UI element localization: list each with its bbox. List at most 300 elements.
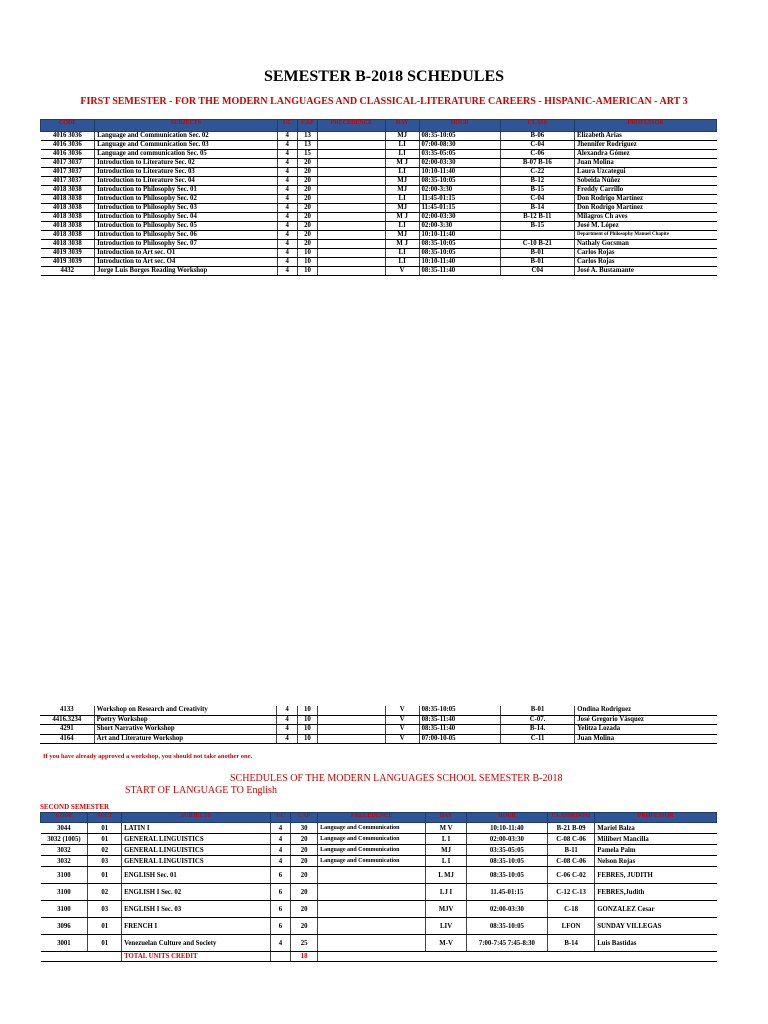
- column-header: HOUR: [466, 813, 547, 823]
- column-header: DAY: [426, 813, 467, 823]
- table-cell: 02: [88, 884, 122, 901]
- table-cell: 4019 3039: [41, 249, 95, 258]
- column-header: CODE: [41, 813, 88, 823]
- table-cell: 08:35-11:40: [419, 715, 500, 725]
- table-cell: Introduction to Philosophy Sec. 01: [95, 186, 278, 195]
- table-cell: Nelson Rojas: [595, 856, 717, 867]
- table-cell: [318, 195, 386, 204]
- table-cell: [318, 706, 386, 715]
- language-start-heading: START OF LANGUAGE TO English: [125, 785, 277, 796]
- table-row: [40, 734, 717, 744]
- table-cell: 02:00-03:30: [466, 834, 547, 845]
- column-header: SECT: [88, 813, 122, 823]
- table-cell: 6: [270, 918, 290, 935]
- table-cell: 07:00-10-05: [419, 734, 500, 744]
- table-cell: 08:35-10:05: [419, 132, 500, 141]
- table-cell: M J: [385, 240, 419, 249]
- table-cell: FRENCH I: [122, 918, 271, 935]
- table-cell: 3032: [41, 845, 88, 856]
- table-cell: Introduction to Philosophy Sec. 07: [95, 240, 278, 249]
- table-row: [41, 935, 717, 952]
- table-cell: B-12: [500, 177, 574, 186]
- table-cell: [318, 141, 386, 150]
- table-cell: V: [385, 734, 419, 744]
- table-cell: MJ: [385, 186, 419, 195]
- table-cell: 08:35-10:05: [419, 249, 500, 258]
- table-cell: 10: [297, 715, 317, 725]
- table-cell: 10:10-11:40: [419, 231, 500, 240]
- table-cell: José Gregorio Vásquez: [575, 715, 717, 725]
- table-cell: 4019 3039: [41, 258, 95, 267]
- table-cell: 08:35-10:05: [466, 918, 547, 935]
- column-header: CLASS: [500, 120, 574, 132]
- table-cell: 4291: [40, 725, 94, 735]
- column-header: DAY: [385, 120, 419, 132]
- table-cell: LI: [385, 249, 419, 258]
- table-cell: 20: [297, 168, 317, 177]
- table-cell: 4: [270, 856, 290, 867]
- table-cell: 4018 3038: [41, 195, 95, 204]
- table-row: [41, 231, 717, 240]
- table-cell: [318, 267, 386, 276]
- table-cell: 10: [297, 734, 317, 744]
- total-row: [41, 952, 717, 962]
- table-row: [41, 195, 717, 204]
- table-cell: 07:00-08:30: [419, 141, 500, 150]
- table-cell: 4: [270, 823, 290, 834]
- table-cell: B-01: [500, 258, 574, 267]
- column-header: PRECEDENCE: [318, 813, 426, 823]
- table-cell: 08:35-10:05: [419, 240, 500, 249]
- table-cell: L MJ: [426, 867, 467, 884]
- table-cell: [500, 231, 574, 240]
- table-cell: 4: [277, 195, 297, 204]
- table-cell: 08:35-10:05: [419, 177, 500, 186]
- table-cell: 02: [88, 845, 122, 856]
- table-cell: 3096: [41, 918, 88, 935]
- table-cell: [318, 150, 386, 159]
- table-cell: B-01: [500, 249, 574, 258]
- table-cell: Alexandra Gómez: [575, 150, 717, 159]
- modern-languages-heading: SCHEDULES OF THE MODERN LANGUAGES SCHOOL SEMESTER B-2018: [230, 773, 563, 784]
- table-cell: 01: [88, 918, 122, 935]
- table-cell: 02:00-03:30: [466, 901, 547, 918]
- table-cell: 3100: [41, 901, 88, 918]
- table-cell: 4133: [40, 706, 94, 715]
- table-cell: 4432: [41, 267, 95, 276]
- table-cell: [318, 867, 426, 884]
- table-row: [41, 845, 717, 856]
- table-cell: 4: [277, 177, 297, 186]
- workshop-note: If you have already approved a workshop, you should not take another one.: [43, 753, 253, 760]
- table-cell: B-12 B-11: [500, 213, 574, 222]
- table-cell: LI: [385, 195, 419, 204]
- table-row: [40, 706, 717, 715]
- table-cell: [318, 715, 386, 725]
- table-cell: V: [385, 706, 419, 715]
- table-cell: 20: [297, 222, 317, 231]
- table-cell: Carlos Rojas: [575, 258, 717, 267]
- table-cell: 15: [297, 150, 317, 159]
- table-cell: B-15: [500, 186, 574, 195]
- table-cell: [318, 177, 386, 186]
- table-cell: Department of Philosophy Manuel Chapite: [575, 231, 717, 240]
- table-cell: ENGLISH I Sec. 02: [122, 884, 271, 901]
- workshops-table: [40, 706, 717, 744]
- table-row: [41, 901, 717, 918]
- table-cell: 3100: [41, 867, 88, 884]
- table-row: [41, 249, 717, 258]
- table-cell: 10:10-11:40: [419, 168, 500, 177]
- table-cell: 20: [297, 240, 317, 249]
- table-cell: C-07.: [500, 715, 574, 725]
- table-cell: Introduction to Philosophy Sec. 04: [95, 213, 278, 222]
- table-cell: 3100: [41, 884, 88, 901]
- table-cell: 08:35-10:05: [419, 706, 500, 715]
- table-cell: V: [385, 715, 419, 725]
- table-cell: LI: [385, 258, 419, 267]
- table-cell: 4: [277, 715, 297, 725]
- table-cell: M J: [385, 213, 419, 222]
- table-cell: Jorge Luis Borges Reading Workshop: [95, 267, 278, 276]
- table-cell: 4: [277, 222, 297, 231]
- table-cell: Language and Communication Sec. 02: [95, 132, 278, 141]
- table-cell: 7:00-7:45 7:45-8:30: [466, 935, 547, 952]
- table-cell: 20: [297, 231, 317, 240]
- table-cell: 20: [297, 204, 317, 213]
- table-cell: Introduction to Philosophy Sec. 03: [95, 204, 278, 213]
- table-cell: Short Narrative Workshop: [94, 725, 277, 735]
- table-row: [41, 150, 717, 159]
- table-cell: B-06: [500, 132, 574, 141]
- table-row: [41, 213, 717, 222]
- table-row: [41, 884, 717, 901]
- table-cell: 02:00-03:30: [419, 159, 500, 168]
- column-header: PROFESSOR: [595, 813, 717, 823]
- table-cell: 13: [297, 141, 317, 150]
- column-header: PRECEDENCE: [318, 120, 386, 132]
- table-cell: [318, 132, 386, 141]
- table-cell: Language and Communication: [318, 834, 426, 845]
- table-cell: M-V: [426, 935, 467, 952]
- table-cell: Don Rodrigo Martínez: [575, 204, 717, 213]
- table-cell: Introduction to Philosophy Sec. 02: [95, 195, 278, 204]
- table-cell: 4416.3234: [40, 715, 94, 725]
- table-cell: 08:35-10:05: [466, 867, 547, 884]
- first-semester-table: [40, 119, 717, 276]
- table-cell: [318, 725, 386, 735]
- table-row: [41, 834, 717, 845]
- table-cell: 6: [270, 901, 290, 918]
- table-cell: 20: [291, 884, 318, 901]
- table-cell: 01: [88, 935, 122, 952]
- second-semester-table: [40, 812, 717, 962]
- column-header: UC: [270, 813, 290, 823]
- column-header: CODE: [41, 120, 95, 132]
- table-cell: 4: [277, 231, 297, 240]
- table-cell: M J: [385, 159, 419, 168]
- table-cell: 10: [297, 249, 317, 258]
- table-cell: 4: [277, 734, 297, 744]
- table-cell: 20: [291, 918, 318, 935]
- table-cell: 4018 3038: [41, 213, 95, 222]
- table-cell: 20: [297, 213, 317, 222]
- table-cell: 3032: [41, 856, 88, 867]
- table-cell: LATIN I: [122, 823, 271, 834]
- column-header: SUBJECTS: [95, 120, 278, 132]
- table-cell: 4: [277, 168, 297, 177]
- table-row: [41, 867, 717, 884]
- table-cell: Mariel Balza: [595, 823, 717, 834]
- table-cell: C-18: [547, 901, 594, 918]
- table-cell: 01: [88, 823, 122, 834]
- table-cell: 13: [297, 132, 317, 141]
- table-cell: 4: [277, 159, 297, 168]
- table-row: [41, 258, 717, 267]
- table-cell: 4017 3037: [41, 177, 95, 186]
- page-subtitle: FIRST SEMESTER - FOR THE MODERN LANGUAGES AND CLASSICAL-LITERATURE CAREERS - HISPANIC-AMERICAN - ART 3: [80, 96, 688, 107]
- table-cell: B-21 B-09: [547, 823, 594, 834]
- table-cell: LFON: [547, 918, 594, 935]
- table-cell: Pamela Palm: [595, 845, 717, 856]
- table-cell: 4: [277, 267, 297, 276]
- table-cell: L I: [426, 856, 467, 867]
- table-cell: C-11: [500, 734, 574, 744]
- table-cell: 01: [88, 834, 122, 845]
- table-cell: 02:00-3:30: [419, 222, 500, 231]
- table-cell: Introduction to Art sec. O4: [95, 258, 278, 267]
- table-row: [41, 240, 717, 249]
- column-header: CAP: [291, 813, 318, 823]
- table-cell: LI: [385, 150, 419, 159]
- table-cell: LI: [385, 222, 419, 231]
- table-cell: Introduction to Literature Sec. 03: [95, 168, 278, 177]
- table-cell: 03: [88, 901, 122, 918]
- table-cell: 4018 3038: [41, 204, 95, 213]
- table-cell: 20: [291, 856, 318, 867]
- table-cell: V: [385, 267, 419, 276]
- table-cell: Introduction to Literature Sec. 04: [95, 177, 278, 186]
- table-cell: Language and communication Sec. 05: [95, 150, 278, 159]
- table-cell: Juan Molina: [575, 734, 717, 744]
- table-cell: 10:10-11:40: [419, 258, 500, 267]
- table-cell: 4017 3037: [41, 168, 95, 177]
- table-cell: 11:45-01:15: [419, 195, 500, 204]
- table-cell: 4: [270, 845, 290, 856]
- table-cell: 4: [277, 213, 297, 222]
- table-cell: SUNDAY VILLEGAS: [595, 918, 717, 935]
- table-cell: Workshop on Research and Creativity: [94, 706, 277, 715]
- table-cell: V: [385, 725, 419, 735]
- table-cell: ENGLISH I Sec. 03: [122, 901, 271, 918]
- table-cell: C-10 B-21: [500, 240, 574, 249]
- table-cell: C-12 C-13: [547, 884, 594, 901]
- table-cell: 01: [88, 867, 122, 884]
- table-cell: LJ I: [426, 884, 467, 901]
- table-row: [41, 856, 717, 867]
- column-header: PROFESSOR: [575, 120, 717, 132]
- table-cell: 10: [297, 706, 317, 715]
- table-cell: 4016 3036: [41, 132, 95, 141]
- table-cell: Sobeida Núñez: [575, 177, 717, 186]
- table-cell: [318, 231, 386, 240]
- table-cell: 11:45-01:15: [419, 204, 500, 213]
- table-cell: Language and Communication: [318, 845, 426, 856]
- table-cell: 10: [297, 267, 317, 276]
- table-cell: MJ: [385, 177, 419, 186]
- table-cell: 02:00-03:30: [419, 213, 500, 222]
- table-cell: C-04: [500, 195, 574, 204]
- table-cell: ENGLISH Sec. 01: [122, 867, 271, 884]
- table-cell: Art and Literature Workshop: [94, 734, 277, 744]
- empty-cell: [41, 952, 122, 962]
- table-cell: [318, 734, 386, 744]
- table-cell: Don Rodrigo Martínez: [575, 195, 717, 204]
- table-cell: 4: [277, 132, 297, 141]
- table-cell: [318, 204, 386, 213]
- table-cell: 20: [297, 159, 317, 168]
- table-cell: Introduction to Art sec. O1: [95, 249, 278, 258]
- table-cell: 4: [277, 150, 297, 159]
- table-row: [41, 159, 717, 168]
- table-cell: B-01: [500, 706, 574, 715]
- table-cell: 20: [297, 195, 317, 204]
- table-cell: LI: [385, 168, 419, 177]
- table-cell: LIV: [426, 918, 467, 935]
- table-cell: 03: [88, 856, 122, 867]
- table-cell: 4: [270, 834, 290, 845]
- table-row: [41, 918, 717, 935]
- table-cell: C-08 C-06: [547, 834, 594, 845]
- table-cell: 6: [270, 884, 290, 901]
- table-cell: 4: [277, 186, 297, 195]
- table-cell: C-08 C-06: [547, 856, 594, 867]
- table-cell: José A. Bustamante: [575, 267, 717, 276]
- table-cell: 4016 3036: [41, 150, 95, 159]
- table-cell: 4: [277, 258, 297, 267]
- table-row: [41, 132, 717, 141]
- table-cell: Juan Molina: [575, 159, 717, 168]
- table-row: [40, 725, 717, 735]
- empty-cell: [318, 952, 717, 962]
- table-cell: 20: [297, 186, 317, 195]
- table-cell: MJ: [385, 231, 419, 240]
- empty-cell: [270, 952, 290, 962]
- table-cell: B-11: [547, 845, 594, 856]
- table-cell: C-22: [500, 168, 574, 177]
- table-cell: 4: [277, 240, 297, 249]
- table-row: [40, 715, 717, 725]
- table-cell: Milibert Mancilla: [595, 834, 717, 845]
- table-cell: 30: [291, 823, 318, 834]
- table-cell: [318, 249, 386, 258]
- table-cell: 08:35-10:05: [466, 856, 547, 867]
- table-cell: [318, 213, 386, 222]
- table-cell: 3001: [41, 935, 88, 952]
- table-row: [41, 141, 717, 150]
- table-cell: Introduction to Philosophy Sec. 06: [95, 231, 278, 240]
- table-cell: 20: [291, 867, 318, 884]
- table-cell: 6: [270, 867, 290, 884]
- column-header: SUBJECTS: [122, 813, 271, 823]
- table-cell: [318, 222, 386, 231]
- table-cell: José M. López: [575, 222, 717, 231]
- table-row: [41, 186, 717, 195]
- table-cell: B-07 B-16: [500, 159, 574, 168]
- table-cell: GENERAL LINGUISTICS: [122, 856, 271, 867]
- table-cell: 10:10-11:40: [466, 823, 547, 834]
- table-cell: 11.45-01:15: [466, 884, 547, 901]
- table-cell: 08:35-11:40: [419, 725, 500, 735]
- table-cell: 4: [277, 141, 297, 150]
- table-cell: 25: [291, 935, 318, 952]
- table-cell: Freddy Carrillo: [575, 186, 717, 195]
- table-cell: Language and Communication Sec. 03: [95, 141, 278, 150]
- table-cell: 4164: [40, 734, 94, 744]
- table-cell: 4: [270, 935, 290, 952]
- table-cell: Laura Uzcategui: [575, 168, 717, 177]
- table-cell: 08:35-11:40: [419, 267, 500, 276]
- table-cell: [318, 935, 426, 952]
- table-cell: [318, 168, 386, 177]
- table-cell: [318, 240, 386, 249]
- table-cell: Venezuelan Culture and Society: [122, 935, 271, 952]
- table-cell: B-15: [500, 222, 574, 231]
- table-cell: GENERAL LINGUISTICS: [122, 834, 271, 845]
- table-cell: 4018 3038: [41, 186, 95, 195]
- column-header: HOUR: [419, 120, 500, 132]
- table-cell: 3032 (1005): [41, 834, 88, 845]
- table-cell: [318, 918, 426, 935]
- table-cell: GENERAL LINGUISTICS: [122, 845, 271, 856]
- table-cell: 20: [291, 901, 318, 918]
- table-cell: Luis Bastidas: [595, 935, 717, 952]
- table-cell: 4018 3038: [41, 240, 95, 249]
- total-units-value: 18: [291, 952, 318, 962]
- table-cell: Yelitza Lozada: [575, 725, 717, 735]
- table-cell: C04: [500, 267, 574, 276]
- table-cell: FEBRES, JUDITH: [595, 867, 717, 884]
- table-cell: [318, 258, 386, 267]
- table-cell: [318, 186, 386, 195]
- table-cell: B-14: [547, 935, 594, 952]
- table-cell: 4018 3038: [41, 231, 95, 240]
- table-row: [41, 267, 717, 276]
- table-cell: Milagros Ch aves: [575, 213, 717, 222]
- table-cell: 4018 3038: [41, 222, 95, 231]
- table-cell: 20: [291, 834, 318, 845]
- table-cell: Jhennifer Rodriguez: [575, 141, 717, 150]
- table-cell: 10: [297, 725, 317, 735]
- table-cell: B-14.: [500, 725, 574, 735]
- table-cell: 4: [277, 725, 297, 735]
- table-cell: Nathaly Gocsman: [575, 240, 717, 249]
- table-row: [41, 204, 717, 213]
- table-cell: Introduction to Philosophy Sec. 05: [95, 222, 278, 231]
- table-cell: FEBRES,Judith: [595, 884, 717, 901]
- table-cell: B-14: [500, 204, 574, 213]
- table-cell: C-06 C-02: [547, 867, 594, 884]
- table-cell: 20: [291, 845, 318, 856]
- table-cell: Ondina Rodriguez: [575, 706, 717, 715]
- table-row: [41, 168, 717, 177]
- table-row: [41, 177, 717, 186]
- table-cell: 4017 3037: [41, 159, 95, 168]
- column-header: UC: [277, 120, 297, 132]
- table-cell: 4: [277, 204, 297, 213]
- table-cell: MJV: [426, 901, 467, 918]
- total-units-label: TOTAL UNITS CREDIT: [122, 952, 271, 962]
